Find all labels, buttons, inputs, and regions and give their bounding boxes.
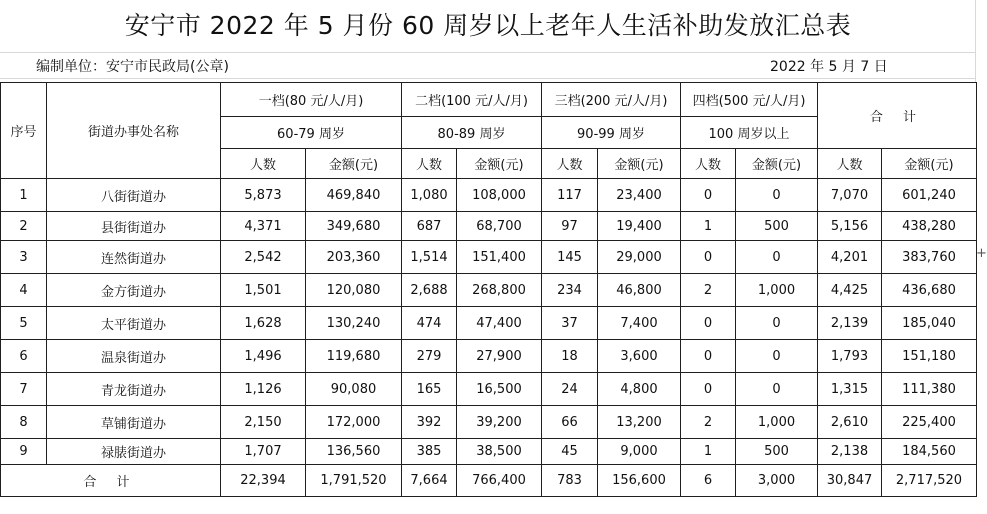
seq-cell[interactable]: 3 <box>1 241 47 274</box>
totals-tier2-count[interactable]: 7,664 <box>402 465 457 497</box>
seq-cell[interactable]: 4 <box>1 274 47 307</box>
tier1-age[interactable]: 60-79 周岁 <box>221 117 402 149</box>
tier3-count-cell[interactable]: 117 <box>542 179 598 212</box>
total-count-header[interactable]: 人数 <box>818 149 882 179</box>
total-count-cell[interactable]: 7,070 <box>818 179 882 212</box>
tier2-age[interactable]: 80-89 周岁 <box>402 117 542 149</box>
table-row <box>1 274 977 307</box>
tier4-amount-cell[interactable]: 500 <box>736 212 818 241</box>
tier4-count-cell[interactable]: 0 <box>681 241 736 274</box>
district-name-cell[interactable]: 青龙街道办 <box>47 373 221 406</box>
tier1-count-cell[interactable]: 5,873 <box>221 179 306 212</box>
tier4-amount-cell[interactable]: 1,000 <box>736 406 818 439</box>
tier4-amount-cell[interactable]: 0 <box>736 307 818 340</box>
header-row-tiers <box>1 83 977 117</box>
tier4-age[interactable]: 100 周岁以上 <box>681 117 818 149</box>
total-count-cell[interactable]: 2,610 <box>818 406 882 439</box>
tier4-amount-cell[interactable]: 0 <box>736 241 818 274</box>
table-row <box>1 439 977 465</box>
district-name-cell[interactable]: 禄脿街道办 <box>47 439 221 465</box>
total-amount-cell[interactable]: 111,380 <box>882 373 977 406</box>
tier2-count-cell[interactable]: 687 <box>402 212 457 241</box>
tier1-amount-cell[interactable]: 349,680 <box>306 212 402 241</box>
tier4-count-cell[interactable]: 0 <box>681 340 736 373</box>
name-header[interactable]: 街道办事处名称 <box>47 83 221 179</box>
seq-cell[interactable]: 2 <box>1 212 47 241</box>
tier1-amount-cell[interactable]: 469,840 <box>306 179 402 212</box>
tier3-count-cell[interactable]: 18 <box>542 340 598 373</box>
report-title[interactable]: 安宁市 2022 年 5 月份 60 周岁以上老年人生活补助发放汇总表 <box>124 11 852 40</box>
tier1-amount-cell[interactable]: 130,240 <box>306 307 402 340</box>
tier3-header[interactable]: 三档(200 元/人/月) <box>542 83 681 117</box>
tier1-amount-cell[interactable]: 119,680 <box>306 340 402 373</box>
total-amount-cell[interactable]: 383,760 <box>882 241 977 274</box>
totals-tier1-amount[interactable]: 1,791,520 <box>306 465 402 497</box>
tier2-count-cell[interactable]: 2,688 <box>402 274 457 307</box>
tier4-count-cell[interactable]: 1 <box>681 212 736 241</box>
total-amount-cell[interactable]: 225,400 <box>882 406 977 439</box>
tier4-amount-cell[interactable]: 0 <box>736 179 818 212</box>
tier3-amount-cell[interactable]: 13,200 <box>598 406 681 439</box>
seq-header[interactable]: 序号 <box>1 83 47 179</box>
tier1-count-cell[interactable]: 2,542 <box>221 241 306 274</box>
tier1-count-header[interactable]: 人数 <box>221 149 306 179</box>
tier2-amount-cell[interactable]: 151,400 <box>457 241 542 274</box>
tier1-amount-cell[interactable]: 136,560 <box>306 439 402 465</box>
total-count-cell[interactable]: 5,156 <box>818 212 882 241</box>
tier2-count-cell[interactable]: 279 <box>402 340 457 373</box>
tier4-count-cell[interactable]: 2 <box>681 274 736 307</box>
tier1-count-cell[interactable]: 1,628 <box>221 307 306 340</box>
tier2-count-cell[interactable]: 385 <box>402 439 457 465</box>
table-row <box>1 373 977 406</box>
tier2-amount-cell[interactable]: 39,200 <box>457 406 542 439</box>
total-amount-header[interactable]: 金额(元) <box>882 149 977 179</box>
tier2-count-cell[interactable]: 392 <box>402 406 457 439</box>
tier4-amount-cell[interactable]: 0 <box>736 340 818 373</box>
tier3-count-cell[interactable]: 145 <box>542 241 598 274</box>
tier3-count-cell[interactable]: 24 <box>542 373 598 406</box>
tier3-count-cell[interactable]: 45 <box>542 439 598 465</box>
totals-row <box>1 465 977 497</box>
tier4-amount-cell[interactable]: 500 <box>736 439 818 465</box>
tier1-count-cell[interactable]: 1,126 <box>221 373 306 406</box>
edge-marker: + <box>976 246 987 261</box>
compiler-label[interactable]: 编制单位：安宁市民政局(公章) <box>36 59 229 75</box>
tier4-amount-cell[interactable]: 0 <box>736 373 818 406</box>
tier4-count-cell[interactable]: 0 <box>681 307 736 340</box>
tier2-count-cell[interactable]: 474 <box>402 307 457 340</box>
total-count-cell[interactable]: 1,315 <box>818 373 882 406</box>
tier1-count-cell[interactable]: 1,501 <box>221 274 306 307</box>
tier2-count-header[interactable]: 人数 <box>402 149 457 179</box>
gridline <box>0 78 976 79</box>
total-amount-cell[interactable]: 438,280 <box>882 212 977 241</box>
district-name-cell[interactable]: 温泉街道办 <box>47 340 221 373</box>
tier1-count-cell[interactable]: 1,707 <box>221 439 306 465</box>
district-name-cell[interactable]: 连然街道办 <box>47 241 221 274</box>
total-header[interactable]: 合 计 <box>818 83 977 149</box>
seq-cell[interactable]: 1 <box>1 179 47 212</box>
tier3-amount-cell[interactable]: 4,800 <box>598 373 681 406</box>
tier4-amount-header[interactable]: 金额(元) <box>736 149 818 179</box>
seq-cell[interactable]: 5 <box>1 307 47 340</box>
table-row <box>1 340 977 373</box>
table-row <box>1 307 977 340</box>
tier3-amount-cell[interactable]: 23,400 <box>598 179 681 212</box>
data-rows <box>1 179 977 465</box>
tier4-count-header[interactable]: 人数 <box>681 149 736 179</box>
tier3-count-cell[interactable]: 97 <box>542 212 598 241</box>
tier3-amount-cell[interactable]: 7,400 <box>598 307 681 340</box>
tier3-age[interactable]: 90-99 周岁 <box>542 117 681 149</box>
tier1-amount-cell[interactable]: 203,360 <box>306 241 402 274</box>
total-count-cell[interactable]: 4,425 <box>818 274 882 307</box>
totals-tier4-amount[interactable]: 3,000 <box>736 465 818 497</box>
seq-cell[interactable]: 7 <box>1 373 47 406</box>
totals-amount[interactable]: 2,717,520 <box>882 465 977 497</box>
totals-tier3-amount[interactable]: 156,600 <box>598 465 681 497</box>
tier3-amount-header[interactable]: 金额(元) <box>598 149 681 179</box>
tier3-amount-cell[interactable]: 3,600 <box>598 340 681 373</box>
tier4-header[interactable]: 四档(500 元/人/月) <box>681 83 818 117</box>
total-count-cell[interactable]: 2,139 <box>818 307 882 340</box>
seq-cell[interactable]: 6 <box>1 340 47 373</box>
table-row <box>1 179 977 212</box>
total-amount-cell[interactable]: 436,680 <box>882 274 977 307</box>
tier2-amount-cell[interactable]: 27,900 <box>457 340 542 373</box>
total-count-cell[interactable]: 4,201 <box>818 241 882 274</box>
seq-cell[interactable]: 9 <box>1 439 47 465</box>
tier1-count-cell[interactable]: 1,496 <box>221 340 306 373</box>
total-count-cell[interactable]: 2,138 <box>818 439 882 465</box>
tier2-header[interactable]: 二档(100 元/人/月) <box>402 83 542 117</box>
tier1-amount-cell[interactable]: 172,000 <box>306 406 402 439</box>
tier1-header[interactable]: 一档(80 元/人/月) <box>221 83 402 117</box>
total-amount-cell[interactable]: 151,180 <box>882 340 977 373</box>
tier1-count-cell[interactable]: 4,371 <box>221 212 306 241</box>
totals-tier3-count[interactable]: 783 <box>542 465 598 497</box>
totals-tier1-count[interactable]: 22,394 <box>221 465 306 497</box>
district-name-cell[interactable]: 八街街道办 <box>47 179 221 212</box>
totals-count[interactable]: 30,847 <box>818 465 882 497</box>
report-date[interactable]: 2022 年 5 月 7 日 <box>770 59 888 75</box>
tier2-amount-cell[interactable]: 108,000 <box>457 179 542 212</box>
tier2-amount-header[interactable]: 金额(元) <box>457 149 542 179</box>
tier3-count-header[interactable]: 人数 <box>542 149 598 179</box>
tier3-count-cell[interactable]: 66 <box>542 406 598 439</box>
tier2-amount-cell[interactable]: 16,500 <box>457 373 542 406</box>
tier3-amount-cell[interactable]: 46,800 <box>598 274 681 307</box>
tier2-count-cell[interactable]: 1,514 <box>402 241 457 274</box>
totals-tier2-amount[interactable]: 766,400 <box>457 465 542 497</box>
tier1-count-cell[interactable]: 2,150 <box>221 406 306 439</box>
total-count-cell[interactable]: 1,793 <box>818 340 882 373</box>
summary-table <box>0 82 977 497</box>
district-name-cell[interactable]: 太平街道办 <box>47 307 221 340</box>
tier1-amount-cell[interactable]: 120,080 <box>306 274 402 307</box>
total-amount-cell[interactable]: 601,240 <box>882 179 977 212</box>
tier4-amount-cell[interactable]: 1,000 <box>736 274 818 307</box>
total-amount-cell[interactable]: 184,560 <box>882 439 977 465</box>
tier3-amount-cell[interactable]: 19,400 <box>598 212 681 241</box>
table-row <box>1 241 977 274</box>
tier1-amount-header[interactable]: 金额(元) <box>306 149 402 179</box>
tier2-amount-cell[interactable]: 268,800 <box>457 274 542 307</box>
tier1-amount-cell[interactable]: 90,080 <box>306 373 402 406</box>
tier4-count-cell[interactable]: 2 <box>681 406 736 439</box>
totals-tier4-count[interactable]: 6 <box>681 465 736 497</box>
district-name-cell[interactable]: 县街街道办 <box>47 212 221 241</box>
tier3-amount-cell[interactable]: 29,000 <box>598 241 681 274</box>
district-name-cell[interactable]: 金方街道办 <box>47 274 221 307</box>
tier2-count-cell[interactable]: 165 <box>402 373 457 406</box>
tier4-count-cell[interactable]: 0 <box>681 373 736 406</box>
tier3-count-cell[interactable]: 234 <box>542 274 598 307</box>
tier2-amount-cell[interactable]: 38,500 <box>457 439 542 465</box>
total-amount-cell[interactable]: 185,040 <box>882 307 977 340</box>
tier4-count-cell[interactable]: 1 <box>681 439 736 465</box>
district-name-cell[interactable]: 草铺街道办 <box>47 406 221 439</box>
totals-label[interactable]: 合 计 <box>1 465 221 497</box>
table-row <box>1 406 977 439</box>
tier2-count-cell[interactable]: 1,080 <box>402 179 457 212</box>
table-row <box>1 212 977 241</box>
seq-cell[interactable]: 8 <box>1 406 47 439</box>
tier2-amount-cell[interactable]: 47,400 <box>457 307 542 340</box>
tier3-amount-cell[interactable]: 9,000 <box>598 439 681 465</box>
tier4-count-cell[interactable]: 0 <box>681 179 736 212</box>
tier3-count-cell[interactable]: 37 <box>542 307 598 340</box>
gridline <box>0 52 976 53</box>
tier2-amount-cell[interactable]: 68,700 <box>457 212 542 241</box>
